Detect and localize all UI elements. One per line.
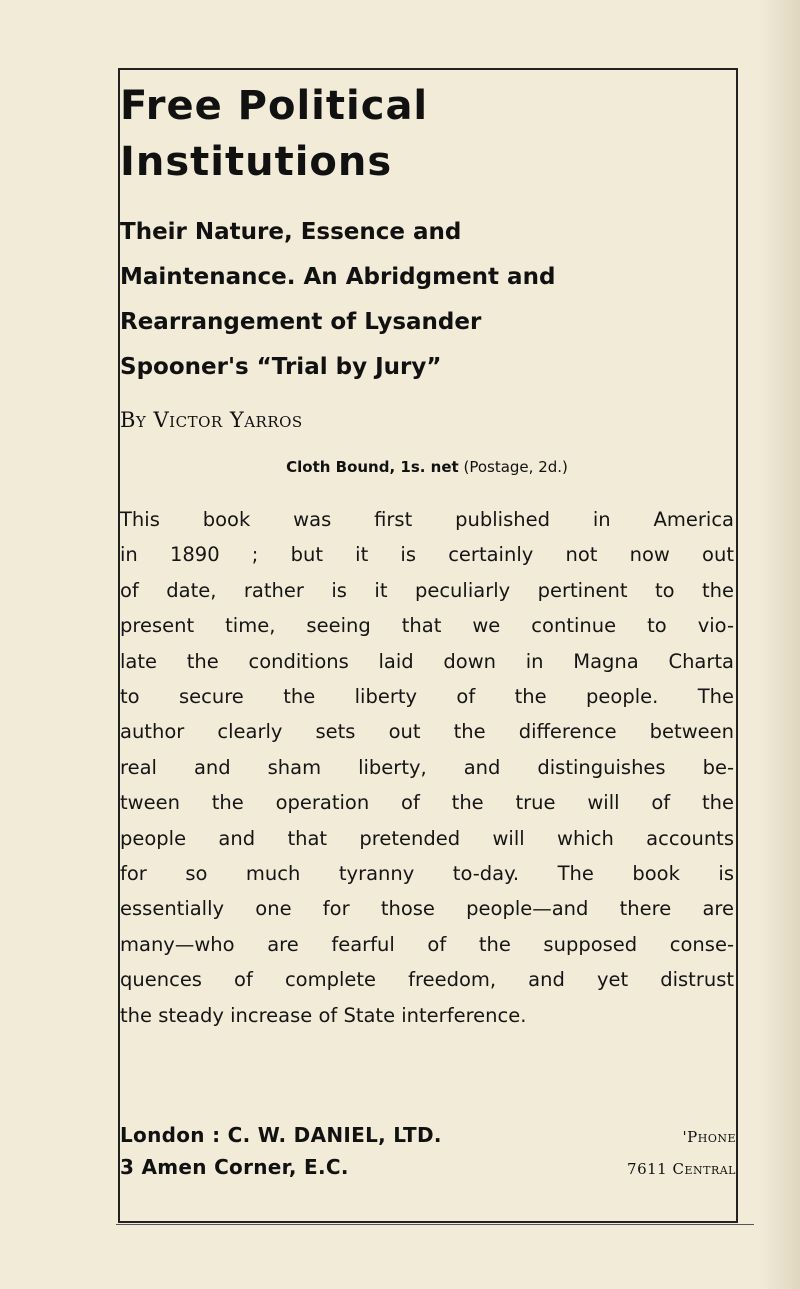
description-line: in 1890 ; but it is certainly not now out — [120, 543, 734, 567]
description-line: tween the operation of the true will of the — [120, 791, 734, 815]
binding-and-price: Cloth Bound, 1s. net — [286, 458, 459, 476]
description-line: people and that pretended will which accounts — [120, 826, 734, 850]
description-line: essentially one for those people—and there are — [120, 897, 734, 921]
book-title-line-2: Institutions — [120, 139, 393, 185]
description-line: present time, seeing that we continue to vio- — [120, 614, 734, 638]
publisher-name: London : C. W. DANIEL, LTD. — [120, 1123, 442, 1147]
description-line: author clearly sets out the difference between — [120, 720, 734, 744]
book-title — [120, 78, 734, 190]
description-line: many—who are fearful of the supposed conse- — [120, 932, 734, 956]
book-description — [120, 502, 734, 1033]
phone-label: 'Phone — [682, 1128, 736, 1146]
publisher-row-2 — [120, 1155, 740, 1187]
description-line: late the conditions laid down in Magna Charta — [120, 649, 734, 673]
price-line — [120, 456, 734, 478]
description-line: the steady increase of State interference. — [120, 1003, 527, 1027]
publisher-address: 3 Amen Corner, E.C. — [120, 1155, 349, 1179]
description-line: This book was first published in America — [120, 508, 734, 531]
description-line: to secure the liberty of the people. The — [120, 685, 734, 709]
description-line: quences of complete freedom, and yet distrust — [120, 968, 734, 992]
book-title-line-1: Free Political — [120, 83, 429, 129]
book-subtitle: Their Nature, Essence and Maintenance. An Abridgment and Rearrangement of Lysander Spooner's “Trial by Jury” — [120, 219, 556, 380]
description-line: for so much tyranny to-day. The book is — [120, 862, 734, 886]
publisher-footer — [120, 1123, 740, 1187]
description-line: real and sham liberty, and distinguishes be- — [120, 755, 734, 779]
phone-number: 7611 Central — [627, 1160, 736, 1178]
advertisement-content — [120, 78, 734, 1033]
description-line: of date, rather is it peculiarly pertinent to the — [120, 578, 734, 602]
publisher-row-1 — [120, 1123, 740, 1155]
postage-note: (Postage, 2d.) — [463, 458, 568, 476]
page-edge-shadow — [760, 0, 800, 1289]
book-author: By Victor Yarros — [120, 408, 303, 432]
